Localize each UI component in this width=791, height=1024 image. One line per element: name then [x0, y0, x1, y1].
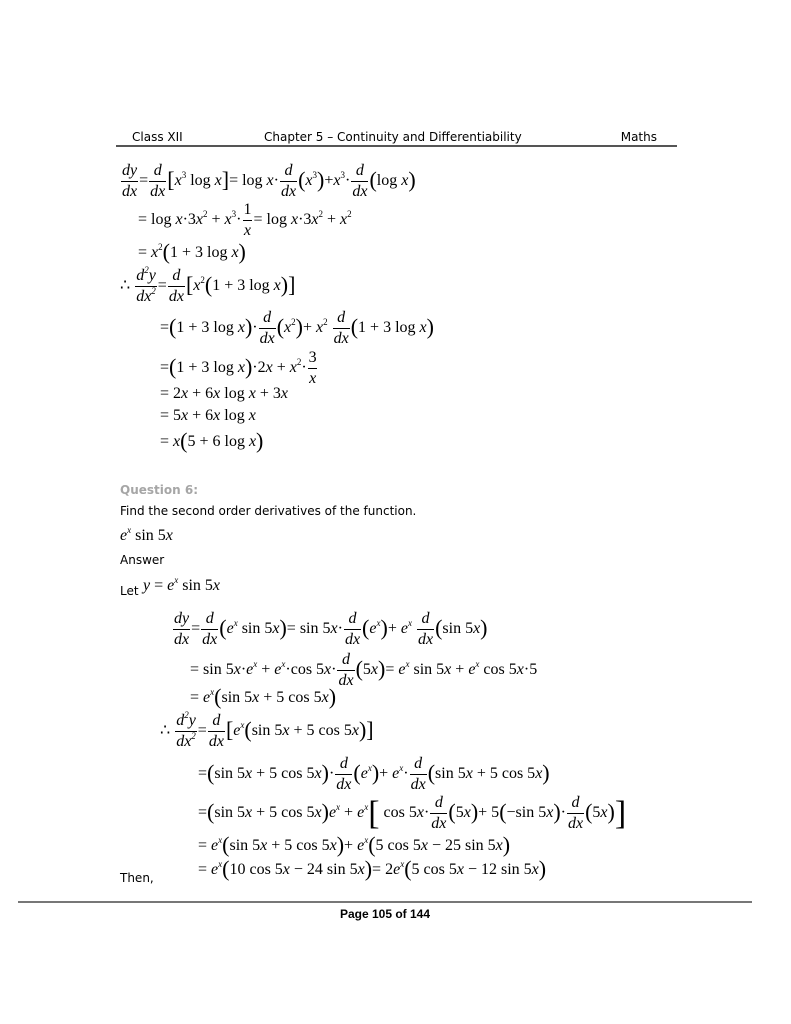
math-line: = $e^x(10$ cos 5x − 24 $\sin 5x)= 2e^x(5$ cos 5x − 12 sin 5x)	[198, 856, 547, 881]
class-label: Class XII	[132, 130, 183, 144]
footer-divider	[18, 901, 752, 903]
page-number: Page 105 of 144	[339, 907, 431, 921]
math-line: = $e^x(\sin$ 5x + 5 cos 5x)	[190, 684, 337, 709]
let-expression: $y = e^x$ sin 5x	[143, 575, 221, 594]
math-line: $\frac{dy}{dx}$ = $\frac{d}{dx}$ ($e^x$ sin 5x)= sin 5x· $\frac{d}{dx}$ $(e^x)+ e^x$ $\frac{d}{dx}$ (sin 5x)	[174, 610, 488, 648]
math-line: = $x^2(1 + 3$ log x)	[138, 239, 246, 264]
subject-label: Maths	[620, 130, 657, 144]
question-function: $e^x$ sin 5x	[120, 525, 173, 544]
math-line: ∴ $\frac{d^2y}{dx^2}$ = $\frac{d}{dx}$ [$x^2(1 + 3$ log x)]	[120, 265, 296, 305]
then-label: Then,	[120, 871, 154, 885]
math-line: = 5x + 6x log x	[160, 407, 256, 424]
let-label: Let	[120, 584, 139, 598]
math-line: $\frac{dy}{dx}$ = $\frac{d}{dx}$ [$x^3$ log x]= log x· $\frac{d}{dx}$ $(x^3)+x^3\cdot$ $\frac{d}{dx}$ (log x)	[122, 162, 416, 200]
math-line: =(sin 5x + 5 cos 5x)· $\frac{d}{dx}$ $(e^x)+ e^x\cdot$ $\frac{d}{dx}$ (sin 5x + 5 cos 5x)	[198, 755, 550, 793]
math-line: = $\sin 5x\cdot e^x + e^x\cdot\cos$ 5x· $\frac{d}{dx}$ $(5x)= e^x$ $\sin 5x + e^x$ cos 5x·5	[190, 651, 538, 689]
math-line: ∴ $\frac{d^2y}{dx^2}$ = $\frac{d}{dx}$ [$e^x(\sin$ 5x + 5 cos 5x)]	[160, 710, 374, 750]
question-heading: Question 6:	[120, 483, 198, 497]
header-divider	[116, 145, 677, 147]
page-header	[119, 130, 676, 146]
math-line: = 2x + 6x log x + 3x	[160, 385, 288, 402]
chapter-title: Chapter 5 – Continuity and Differentiability	[264, 130, 522, 144]
math-line: = $e^x(\sin$ 5x + 5 $\cos 5x)+ e^x(5$ cos 5x − 25 sin 5x)	[198, 832, 511, 857]
math-line: = $\log x\cdot 3x^2 + x^3\cdot$ $\frac{1}{x}$ = $\log x\cdot 3x^2 + x^2$	[138, 201, 352, 239]
math-line: =(1 + 3 log x)· $\frac{d}{dx}$ $(x^2)+ x^2$ $\frac{d}{dx}$ (1 + 3 log x)	[160, 309, 434, 347]
math-line: =(sin 5x + 5 $\cos 5x)e^x + e^x$[ cos 5x· $\frac{d}{dx}$ (5x)+ 5(−sin 5x)· $\frac{d}{dx}$ (5x)]	[198, 794, 627, 833]
math-line: = x(5 + 6 log x)	[160, 428, 264, 453]
answer-label: Answer	[120, 553, 165, 567]
math-line: =(1 + 3 $\log x)\cdot 2x + x^2\cdot$ $\frac{3}{x}$	[160, 349, 317, 387]
question-prompt: Find the second order derivatives of the function.	[120, 504, 417, 518]
